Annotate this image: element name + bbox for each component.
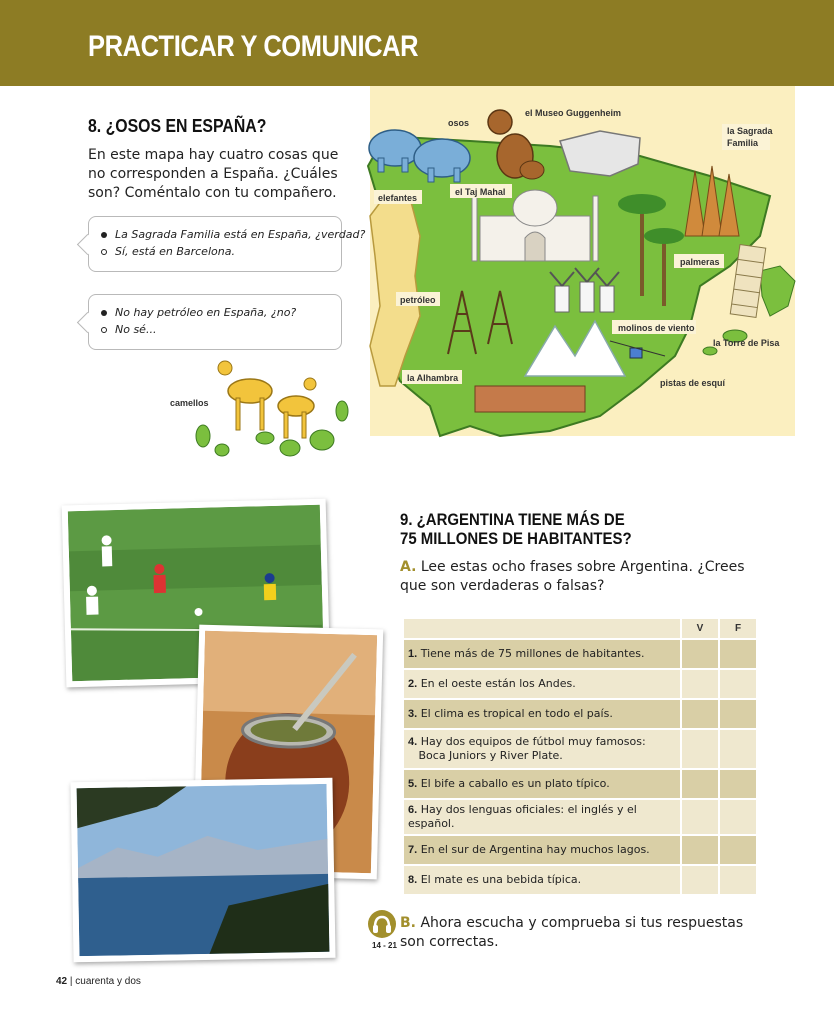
map-label-palmeras: palmeras <box>680 257 720 267</box>
answer-f-1[interactable] <box>720 640 756 668</box>
table-row: 4. Hay dos equipos de fútbol muy famosos: Boca Juniors y River Plate. <box>404 730 756 768</box>
table-row: 6. Hay dos lenguas oficiales: el inglés y el español. <box>404 800 756 834</box>
table-row: 8. El mate es una bebida típica. <box>404 866 756 894</box>
map-label-molinos: molinos de viento <box>618 323 695 333</box>
answer-f-7[interactable] <box>720 836 756 864</box>
table-row: 1. Tiene más de 75 millones de habitantes. <box>404 640 756 668</box>
spain-illustrated-map <box>170 86 810 486</box>
answer-f-3[interactable] <box>720 700 756 728</box>
lake-photo <box>70 778 335 963</box>
answer-f-8[interactable] <box>720 866 756 894</box>
true-false-table <box>402 617 758 896</box>
map-label-guggenheim: el Museo Guggenheim <box>525 108 622 118</box>
answer-v-1[interactable] <box>682 640 718 668</box>
headphones-icon[interactable] <box>368 910 396 938</box>
bubble-1-question: La Sagrada Familia está en España, ¿verdad? <box>101 226 331 243</box>
map-label-alhambra: la Alhambra <box>407 373 459 383</box>
table-header-blank <box>404 619 680 638</box>
section-9-title: 9. ¿ARGENTINA TIENE MÁS DE 75 MILLONES DE HABITANTES? <box>400 510 632 548</box>
table-row: 7. En el sur de Argentina hay muchos lagos. <box>404 836 756 864</box>
page-title: PRACTICAR Y COMUNICAR <box>88 30 419 63</box>
page-footer <box>56 976 141 987</box>
column-v-header: V <box>682 619 718 638</box>
section-8-instructions: En este mapa hay cuatro cosas que no corresponden a España. ¿Cuáles son? Coméntalo con tu compañero. <box>88 147 339 201</box>
map-label-taj-mahal: el Taj Mahal <box>455 187 506 197</box>
answer-f-5[interactable] <box>720 770 756 798</box>
section-9-part-a: A. Lee estas ocho frases sobre Argentina. ¿Crees que son verdaderas o falsas? <box>400 559 745 594</box>
audio-track-number: 14 - 21 <box>372 941 397 950</box>
table-row: 3. El clima es tropical en todo el país. <box>404 700 756 728</box>
answer-v-8[interactable] <box>682 866 718 894</box>
footer-separator: | <box>69 976 73 987</box>
map-label-petroleo: petróleo <box>400 295 436 305</box>
table-row: 2. En el oeste están los Andes. <box>404 670 756 698</box>
answer-f-6[interactable] <box>720 800 756 834</box>
map-label-esqui: pistas de esquí <box>660 378 726 388</box>
map-label-sagrada-1: la Sagrada <box>727 126 773 136</box>
bubble-2-question: No hay petróleo en España, ¿no? <box>101 304 331 321</box>
map-label-sagrada-2: Familia <box>727 138 759 148</box>
bubble-1-answer: Sí, está en Barcelona. <box>101 243 331 260</box>
map-label-pisa: la Torre de Pisa <box>713 338 780 348</box>
answer-v-6[interactable] <box>682 800 718 834</box>
column-f-header: F <box>720 619 756 638</box>
answer-v-7[interactable] <box>682 836 718 864</box>
answer-v-3[interactable] <box>682 700 718 728</box>
bubble-2-answer: No sé... <box>101 321 331 338</box>
table-row: 5. El bife a caballo es un plato típico. <box>404 770 756 798</box>
answer-f-2[interactable] <box>720 670 756 698</box>
page-number: 42 <box>56 976 68 987</box>
header-band <box>0 0 834 86</box>
page-number-words: cuarenta y dos <box>75 976 141 987</box>
alhambra-illustration <box>475 386 585 412</box>
section-9-part-b: B. Ahora escucha y comprueba si tus respuestas son correctas. <box>400 915 744 950</box>
map-label-osos: osos <box>448 118 470 128</box>
map-label-elefantes: elefantes <box>378 193 418 203</box>
answer-f-4[interactable] <box>720 730 756 768</box>
answer-v-5[interactable] <box>682 770 718 798</box>
map-label-camellos: camellos <box>170 398 209 408</box>
camels-illustration <box>218 361 316 438</box>
answer-v-2[interactable] <box>682 670 718 698</box>
section-8-title: 8. ¿OSOS EN ESPAÑA? <box>88 116 267 136</box>
answer-v-4[interactable] <box>682 730 718 768</box>
